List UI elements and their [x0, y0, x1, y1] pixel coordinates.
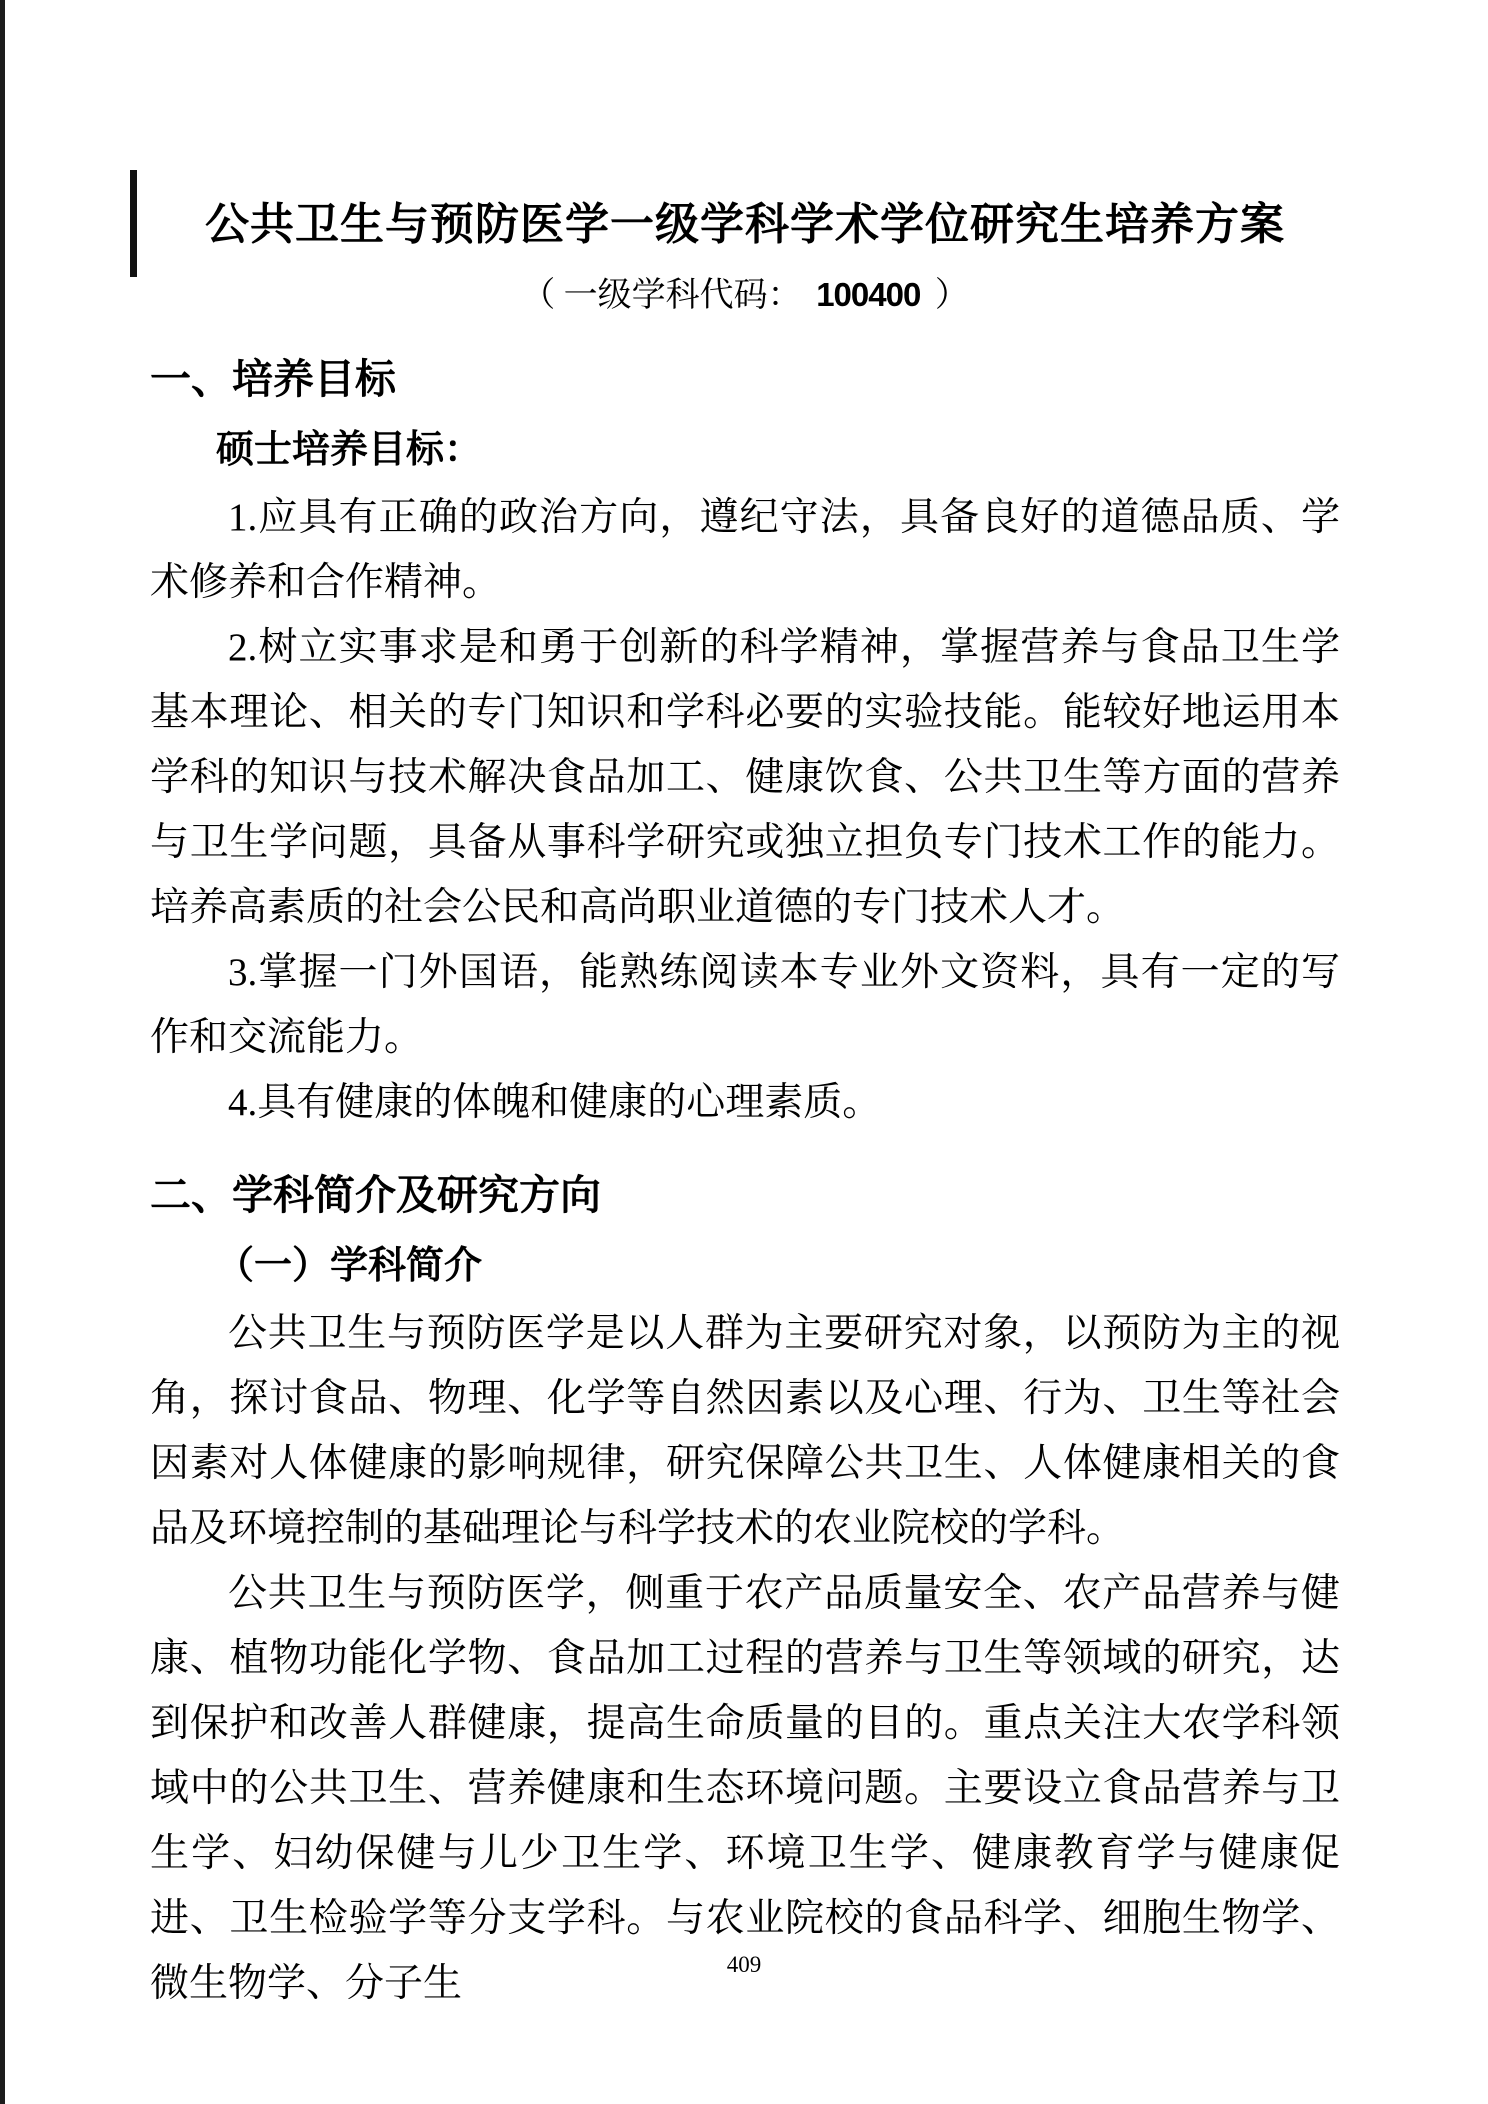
objective-item-1: 1.应具有正确的政治方向，遵纪守法，具备良好的道德品质、学术修养和合作精神。 [150, 496, 1340, 604]
discipline-code: 100400 [816, 276, 921, 313]
objective-item-4: 4.具有健康的体魄和健康的心理素质。 [228, 1081, 882, 1124]
page-number: 409 [726, 1952, 762, 1977]
discipline-intro-paragraph-1: 公共卫生与预防医学是以人群为主要研究对象，以预防为主的视角，探讨食品、物理、化学等自然因素以及心理、行为、卫生等社会因素对人体健康的影响规律，研究保障公共卫生、人体健康相关的食品及环境控制的基础理论与科学技术的农业院校的学科。 [150, 1312, 1340, 1550]
page-title: 公共卫生与预防医学一级学科学术学位研究生培养方案 [205, 200, 1285, 249]
objective-item-3: 3.掌握一门外国语，能熟练阅读本专业外文资料，具有一定的写作和交流能力。 [150, 951, 1340, 1059]
subtitle-prefix: （ 一级学科代码： [521, 277, 802, 314]
subtitle-suffix: ） [934, 277, 969, 314]
doc-subtitle [150, 272, 1340, 319]
subheading-master-objectives: 硕士培养目标： [216, 429, 483, 471]
section-heading-training-objectives: 一、培养目标 [150, 356, 396, 402]
section-heading-discipline-intro: 二、学科简介及研究方向 [150, 1172, 601, 1218]
subheading-discipline-intro: （一）学科简介 [216, 1245, 483, 1287]
discipline-intro-paragraph-2: 公共卫生与预防医学，侧重于农产品质量安全、农产品营养与健康、植物功能化学物、食品加工过程的营养与卫生等领域的研究，达到保护和改善人群健康，提高生命质量的目的。重点关注大农学科领域中的公共卫生、营养健康和生态环境问题。主要设立食品营养与卫生学、妇幼保健与儿少卫生学、环境卫生学、健康教育学与健康促进、卫生检验学等分支学科。与农业院校的食品科学、细胞生物学、微生物学、分子生 [150, 1572, 1340, 2005]
objective-item-2: 2.树立实事求是和勇于创新的科学精神，掌握营养与食品卫生学基本理论、相关的专门知识和学科必要的实验技能。能较好地运用本学科的知识与技术解决食品加工、健康饮食、公共卫生等方面的营养与卫生学问题，具备从事科学研究或独立担负专门技术工作的能力。培养高素质的社会公民和高尚职业道德的专门技术人才。 [150, 626, 1340, 929]
